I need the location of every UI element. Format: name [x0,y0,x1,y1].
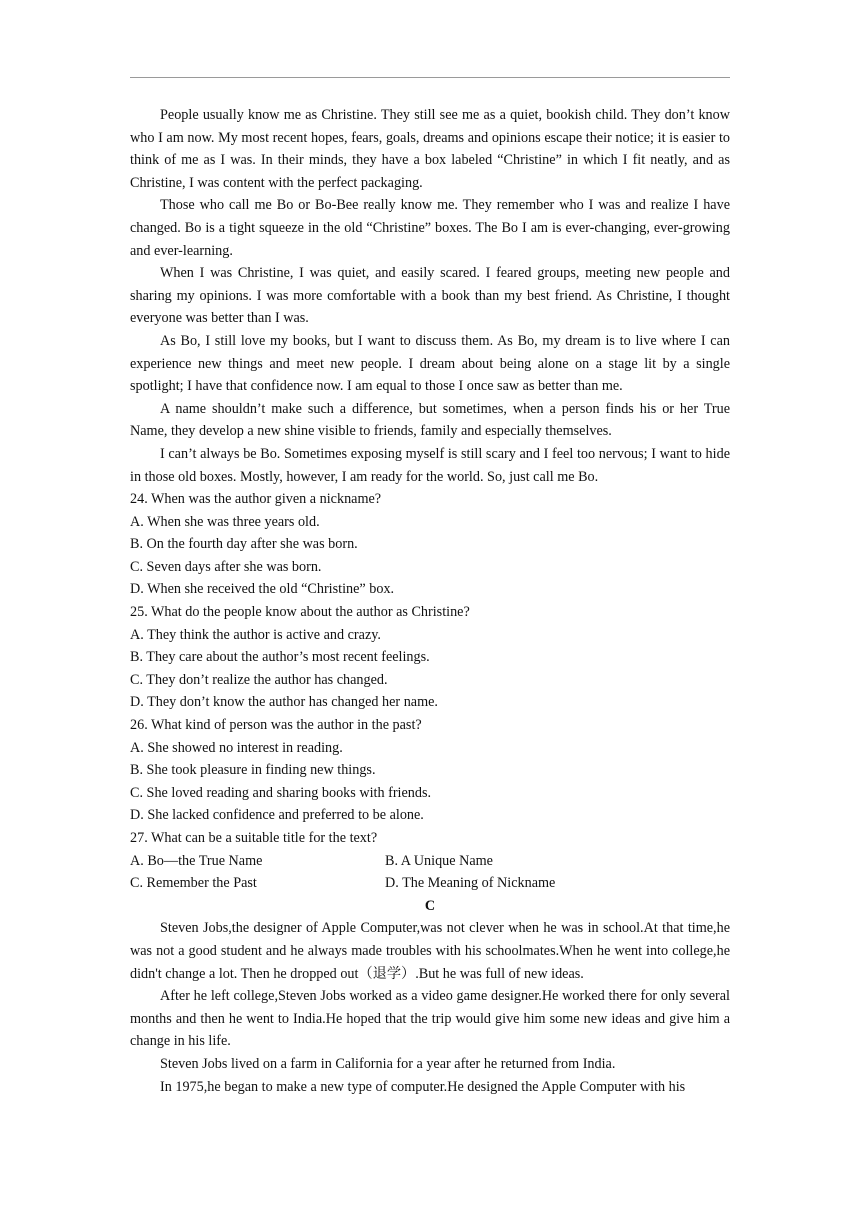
question-27-option-c: C. Remember the Past [130,875,257,892]
question-27-option-b: B. A Unique Name [385,852,493,869]
document-body [130,104,730,1098]
passage-b-paragraph: People usually know me as Christine. They still see me as a quiet, bookish child. They don’t know who I am now. My most recent hopes, fears, goals, dreams and opinions escape their notice; it is easier to think of me as I was. In their minds, they have a box labeled “Christine” in which I fit neatly, and as Christine, I was content with the perfect packaging. [130,107,730,191]
question-27-stem: 27. What can be a suitable title for the text? [130,830,378,846]
question-24-option-c: C. Seven days after she was born. [130,558,322,575]
question-26-option-d: D. She lacked confidence and preferred to be alone. [130,807,424,824]
passage-c-paragraph: In 1975,he began to make a new type of computer.He designed the Apple Computer with his [160,1078,686,1095]
passage-b-paragraph: A name shouldn’t make such a difference, but sometimes, when a person finds his or her True Name, they develop a new shine visible to friends, family and especially themselves. [130,400,730,440]
question-24-option-b: B. On the fourth day after she was born. [130,536,358,553]
passage-c-heading: C [424,897,436,914]
question-25-option-b: B. They care about the author’s most recent feelings. [130,649,430,666]
question-26-option-c: C. She loved reading and sharing books with friends. [130,784,432,801]
question-25-option-c: C. They don’t realize the author has changed. [130,671,388,688]
question-27-options-row-1 [130,850,730,873]
question-24-stem: 24. When was the author given a nickname? [130,491,382,508]
question-24-option-a: A. When she was three years old. [130,513,320,530]
question-26-option-b: B. She took pleasure in finding new things. [130,762,376,779]
question-25-option-d: D. They don’t know the author has changed her name. [130,694,438,711]
passage-c-paragraph: Steven Jobs lived on a farm in California for a year after he returned from India. [160,1055,616,1072]
passage-b-paragraph: I can’t always be Bo. Sometimes exposing myself is still scary and I feel too nervous; I want to hide in those old boxes. Mostly, however, I am ready for the world. So, just call me Bo. [130,445,730,485]
question-26-stem: 26. What kind of person was the author in the past? [130,717,422,734]
question-26-option-a: A. She showed no interest in reading. [130,739,343,756]
question-25-option-a: A. They think the author is active and crazy. [130,626,381,643]
passage-b-paragraph: When I was Christine, I was quiet, and easily scared. I feared groups, meeting new people and sharing my opinions. I was more comfortable with a book than my best friend. As Christine, I thought everyone was better than I was. [130,265,730,327]
passage-b-paragraph: As Bo, I still love my books, but I want to discuss them. As Bo, my dream is to live where I can experience new things and meet new people. I dream about being alone on a stage lit by a single spotlight; I have that confidence now. I am equal to those I once saw as better than me. [130,332,730,395]
passage-b-paragraph: Those who call me Bo or Bo-Bee really know me. They remember who I was and realize I have changed. Bo is a tight squeeze in the old “Christine” boxes. The Bo I am is ever-changing, ever-growing and ever-learning. [130,197,730,259]
passage-c-paragraph: Steven Jobs,the designer of Apple Computer,was not clever when he was in school.At that time,he was not a good student and he always made troubles with his schoolmates.When he went into college,he didn't change a lot. Then he dropped out（退学）.But he was full of new ideas. [130,920,730,982]
question-27-option-d: D. The Meaning of Nickname [385,875,556,892]
passage-c-paragraph: After he left college,Steven Jobs worked as a video game designer.He worked there for only several months and then he went to India.He hoped that the trip would give him some new ideas and give him a change in his life. [130,988,730,1050]
question-27-options-row-2 [130,872,730,895]
question-25-stem: 25. What do the people know about the author as Christine? [130,604,470,621]
question-27-option-a: A. Bo—the True Name [130,852,263,869]
header-rule [130,77,730,78]
question-24-option-d: D. When she received the old “Christine” box. [130,581,395,598]
